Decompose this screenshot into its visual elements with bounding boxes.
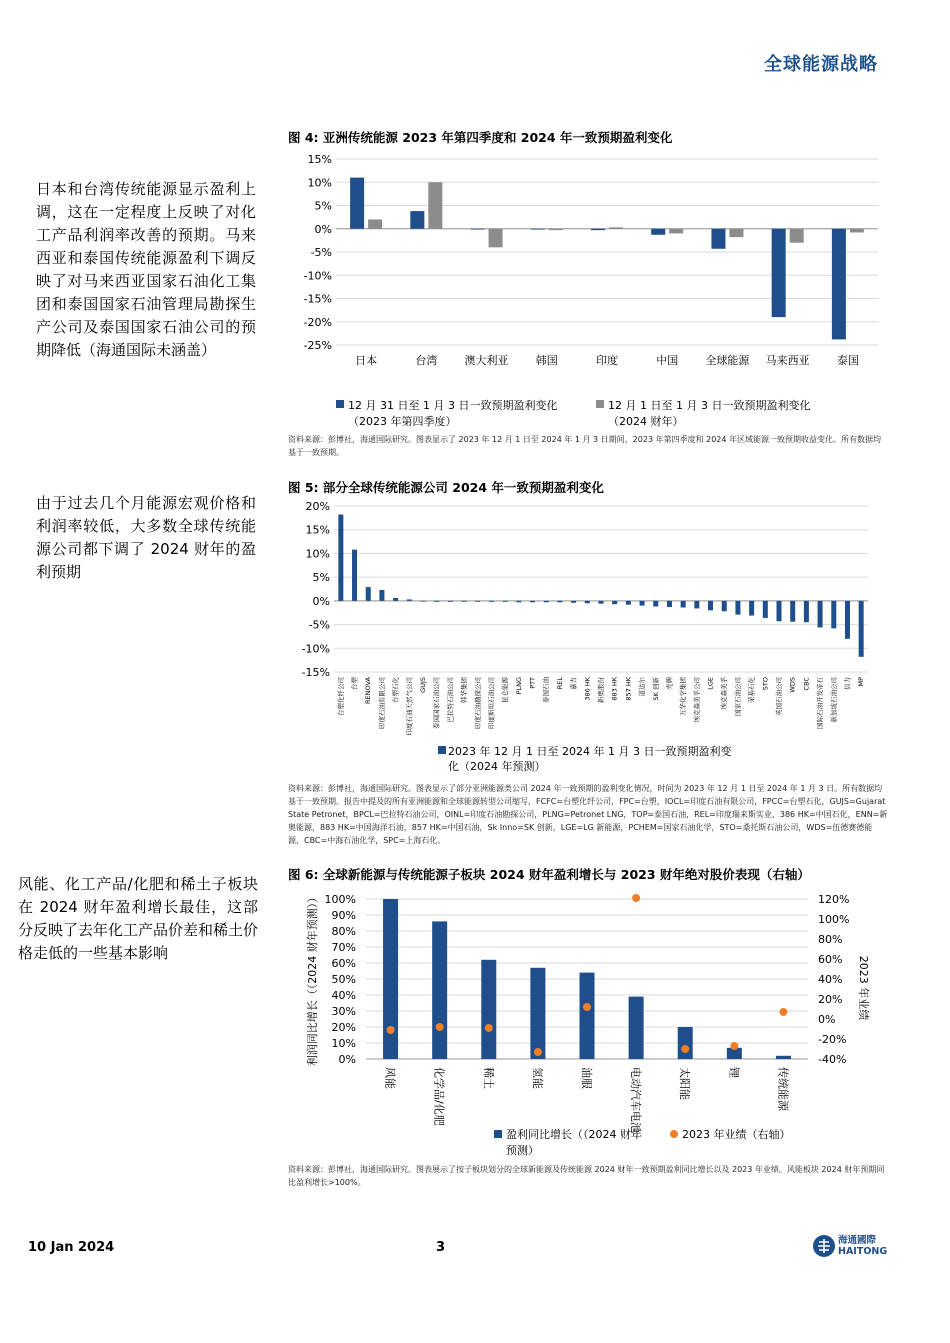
bar-earnings-growth	[629, 997, 644, 1059]
bar	[516, 601, 521, 602]
y-tick-label: -5%	[308, 618, 330, 632]
y-right-tick-label: 60%	[818, 953, 843, 966]
point-2023-performance	[681, 1045, 689, 1053]
bar	[393, 598, 398, 601]
bar-earnings-growth	[580, 973, 595, 1059]
x-category-label: LGE	[706, 677, 715, 690]
point-2023-performance	[485, 1024, 493, 1032]
x-category-label: 泰国	[836, 354, 859, 367]
bar-q4-2023	[711, 229, 725, 249]
haitong-logo-icon	[812, 1234, 836, 1258]
point-2023-performance	[632, 894, 640, 902]
y-tick-label: 0%	[314, 222, 332, 236]
y-tick-label: -10%	[301, 642, 330, 656]
y-right-tick-label: -40%	[818, 1053, 847, 1066]
logo-text-en: HAITONG	[838, 1246, 888, 1257]
y-tick-label: -25%	[303, 339, 332, 352]
x-category-label: 印度斯坦石油公司	[487, 677, 496, 729]
x-category-label: 韩国	[535, 354, 558, 367]
side-commentary-3: 风能、化工产品/化肥和稀土子板块在 2024 财年盈利增长最佳，这部分反映了去年化工产品价差和稀土价格走低的一些基本影响	[18, 875, 259, 962]
y-tick-label: 60%	[331, 957, 356, 970]
x-category-label: 印度石油天然气公司	[405, 677, 414, 736]
x-category-label: 新奥股份	[597, 677, 605, 703]
x-category-label: 昆仑能源	[501, 677, 510, 703]
bar-fy-2024	[729, 229, 743, 237]
x-category-label: 油服	[580, 1067, 593, 1089]
x-category-label: 锂	[727, 1067, 741, 1078]
x-category-label: 全球能源	[705, 354, 750, 367]
y-tick-label: 10%	[305, 547, 330, 561]
x-category-label: 印度石油勘探公司	[473, 677, 482, 729]
figure-5-title: 图 5: 部分全球传统能源公司 2024 年一致预期盈利变化	[288, 480, 604, 495]
legend-swatch-performance	[670, 1130, 678, 1138]
x-category-label: 台湾	[415, 354, 438, 367]
bar	[653, 601, 658, 607]
bar-q4-2023	[772, 229, 786, 317]
side-commentary-2: 由于过去几个月能源宏观价格和利润率较低，大多数全球传统能源公司都下调了 2024 财年的盈利预期	[36, 494, 256, 581]
bar	[585, 601, 590, 603]
y-tick-label: 10%	[331, 1037, 356, 1050]
bar	[475, 601, 480, 602]
bar	[571, 601, 576, 603]
x-category-label: CBC	[802, 677, 811, 691]
bar	[462, 601, 467, 602]
bar	[640, 601, 645, 606]
legend-label: 12 月 31 日至 1 月 3 日一致预期盈利变化	[348, 399, 558, 412]
x-category-label: 台塑石化	[391, 677, 400, 703]
y-right-tick-label: 120%	[818, 893, 850, 906]
bar	[749, 601, 754, 616]
y-right-tick-label: 0%	[818, 1013, 836, 1026]
bar	[352, 550, 357, 601]
bar-fy-2024	[489, 229, 503, 248]
y-right-tick-label: 40%	[818, 973, 843, 986]
y-tick-label: 70%	[331, 941, 356, 954]
bar	[434, 601, 439, 602]
x-category-label: PLNG	[514, 677, 523, 695]
legend-label: 盈利同比增长（（2024 财年	[506, 1128, 642, 1141]
bar	[489, 601, 494, 602]
x-category-label: 万华化学集团	[679, 677, 688, 716]
footer-page-number: 3	[436, 1240, 446, 1255]
x-category-label: 印度	[596, 354, 618, 367]
x-category-label: 马来西亚	[765, 354, 810, 367]
logo-text-cn: 海通國際	[838, 1235, 877, 1246]
figure-5-source: 资料来源：彭博社，海通国际研究。图表显示了部分亚洲能源类公司 2024 年一致预期的盈利变化情况，时间为 2023 年 12 月 1 日至 2024 年 1 月 3 日。所有数据均基于一致预期。报告中提及的所有亚洲能源和全球能源转型公司缩写，FCFC=台塑化纤公司，FPC=台塑，IOCL=印度石油有限公司，FPCC=台塑石化，GUJS=Gujarat State Petronet，BPCL=巴拉特石油公司，OINL=印度石油勘探公司，PLNG=Petronet LNG，TOP=泰国石油，REL=印度瑞来斯实业，386 HK=中国石化，ENN=新奥能源，883 HK=中国海洋石油，857 HK=中国石油，Sk Inno=SK 创新，LGE=LG 新能源，PCHEM=国家石油化学，STO=桑托斯石油公司，WDS=伍德赛德能源，CBC=中海石油化学，SPC=上海石化。	[288, 784, 888, 845]
y-tick-label: 30%	[331, 1005, 356, 1018]
y-axis-label: 利润同比增长（（2024 财年预测））	[306, 891, 319, 1067]
x-category-label: 嘉吉	[569, 677, 578, 690]
x-category-label: RENOVA	[364, 677, 373, 704]
bar-fy-2024	[428, 182, 442, 229]
y-tick-label: 5%	[312, 571, 330, 585]
bar	[366, 587, 371, 601]
bar-fy-2024	[850, 229, 864, 233]
x-category-label: GUJS	[419, 677, 427, 693]
haitong-logo-text	[838, 1235, 887, 1257]
point-2023-performance	[387, 1026, 395, 1034]
y-tick-label: -20%	[303, 315, 332, 329]
y-tick-label: 0%	[338, 1053, 356, 1066]
bar	[845, 601, 850, 639]
bar-q4-2023	[350, 178, 364, 229]
y-tick-label: -15%	[303, 292, 332, 306]
bar	[338, 515, 343, 601]
x-category-label: 泰国国家石油公司	[432, 677, 441, 729]
x-category-label: 中国	[656, 354, 679, 367]
bar-earnings-growth	[530, 968, 545, 1059]
point-2023-performance	[730, 1042, 738, 1050]
legend-label: 预测）	[506, 1144, 539, 1157]
legend-label: 2023 年 12 月 1 日至 2024 年 1 月 3 日一致预期盈利变	[448, 745, 732, 758]
y-tick-label: 20%	[305, 500, 330, 513]
bar	[421, 601, 426, 602]
x-category-label: 883 HK	[610, 677, 619, 701]
y-right-tick-label: 80%	[818, 933, 843, 946]
bar	[448, 601, 453, 602]
bar-fy-2024	[790, 229, 804, 243]
bar-fy-2024	[609, 227, 623, 228]
y-tick-label: 15%	[305, 523, 330, 537]
bar-q4-2023	[591, 229, 605, 230]
bar-fy-2024	[368, 219, 382, 228]
y-right-axis-label: 2023 年业绩	[857, 955, 870, 1021]
page-header-title: 全球能源战略	[764, 54, 878, 75]
y-tick-label: 0%	[312, 594, 330, 608]
legend-label: （2024 财年）	[608, 415, 684, 428]
bar-q4-2023	[471, 229, 485, 230]
side-commentary-1: 日本和台湾传统能源显示盈利上调，这在一定程度上反映了对化工产品利润率改善的预期。马来西亚和泰国传统能源盈利下调反映了对马来西亚国家石油化工集团和泰国国家石油管理局勘探生产公司及泰国国家石油公司的预期降低（海通国际未涵盖）	[36, 180, 256, 359]
y-tick-label: -5%	[310, 246, 332, 259]
bar-earnings-growth	[481, 960, 496, 1059]
legend-swatch-fy-2024	[596, 400, 604, 408]
y-tick-label: 90%	[331, 909, 356, 922]
bar	[626, 601, 631, 605]
bar-q4-2023	[531, 229, 545, 230]
bar	[379, 590, 384, 601]
x-category-label: 太阳能	[678, 1067, 692, 1100]
x-category-label: 埃克森美孚公司	[692, 677, 701, 723]
bar	[681, 601, 686, 608]
x-category-label: 日本	[355, 354, 378, 367]
y-tick-label: 100%	[324, 893, 356, 906]
point-2023-performance	[583, 1003, 591, 1011]
point-2023-performance	[779, 1008, 787, 1016]
x-category-label: PTT	[528, 677, 537, 689]
y-tick-label: 15%	[307, 153, 332, 166]
bar-fy-2024	[549, 229, 563, 230]
y-right-tick-label: 100%	[818, 913, 850, 926]
bar	[708, 601, 713, 610]
bar-earnings-growth	[678, 1027, 693, 1059]
point-2023-performance	[534, 1048, 542, 1056]
x-category-label: 道达尔	[638, 677, 647, 697]
x-category-label: MP	[857, 677, 866, 687]
x-category-label: 台塑	[350, 677, 359, 690]
y-tick-label: 40%	[331, 989, 356, 1002]
legend-swatch-earnings	[494, 1130, 502, 1138]
legend-swatch	[438, 746, 446, 754]
figure-4-chart	[288, 150, 888, 430]
x-category-label: 新加坡石油公司	[829, 677, 838, 723]
x-category-label: 埃克森美孚	[720, 677, 729, 710]
bar	[790, 601, 795, 622]
footer-date: 10 Jan 2024	[28, 1240, 115, 1255]
x-category-label: STO	[761, 677, 770, 691]
bar	[612, 601, 617, 604]
bar-q4-2023	[410, 211, 424, 229]
y-right-tick-label: 20%	[818, 993, 843, 1006]
bar	[407, 599, 412, 600]
x-category-label: 韩华集团	[460, 677, 469, 703]
bar-earnings-growth	[432, 921, 447, 1059]
x-category-label: REL	[555, 677, 564, 690]
x-category-label: 巴拉特石油公司	[446, 677, 455, 723]
x-category-label: 荣基石化	[747, 677, 756, 703]
bar	[804, 601, 809, 622]
y-tick-label: 10%	[307, 176, 332, 190]
x-category-label: 泰国石油	[542, 677, 551, 703]
y-tick-label: 80%	[331, 925, 356, 938]
bar	[544, 601, 549, 602]
y-right-tick-label: -20%	[818, 1033, 847, 1046]
figure-6-title: 图 6: 全球新能源与传统能源子板块 2024 财年盈利增长与 2023 财年绝对股价表现（右轴）	[288, 867, 810, 882]
bar	[777, 601, 782, 621]
x-category-label: 澳大利亚	[464, 354, 509, 367]
y-tick-label: -15%	[301, 666, 330, 679]
x-category-label: 稀土	[481, 1067, 495, 1089]
bar	[763, 601, 768, 618]
bar	[818, 601, 823, 628]
x-category-label: 857 HK	[624, 677, 633, 701]
bar-q4-2023	[832, 229, 846, 340]
bar	[694, 601, 699, 609]
bar-q4-2023	[651, 229, 665, 235]
legend-label: 2023 年业绩（右轴）	[682, 1128, 791, 1141]
figure-6-chart	[288, 888, 888, 1163]
bar-fy-2024	[669, 229, 683, 234]
x-category-label: 壳牌	[665, 677, 674, 690]
x-category-label: WDS	[788, 677, 797, 693]
x-category-label: 国家石油公司	[733, 677, 742, 716]
x-category-label: 国际石油开发帝石	[816, 677, 825, 729]
point-2023-performance	[436, 1023, 444, 1031]
legend-label: 12 月 1 日至 1 月 3 日一致预期盈利变化	[608, 399, 811, 412]
x-category-label: 氢能	[530, 1067, 544, 1089]
x-category-label: 风能	[383, 1067, 397, 1089]
x-category-label: 台塑化纤公司	[336, 677, 345, 716]
bar	[735, 601, 740, 615]
bar	[599, 601, 604, 604]
bar-earnings-growth	[383, 899, 398, 1059]
x-category-label: SK 创新	[651, 677, 660, 701]
x-category-label: 印度石油有限公司	[377, 677, 386, 729]
bar	[667, 601, 672, 607]
figure-4-title: 图 4: 亚洲传统能源 2023 年第四季度和 2024 年一致预期盈利变化	[288, 130, 673, 145]
bar-earnings-growth	[776, 1056, 791, 1059]
legend-label: （2023 年第四季度）	[348, 415, 457, 428]
bar	[722, 601, 727, 611]
legend-label: 化（2024 年预测）	[448, 760, 546, 773]
bar	[503, 601, 508, 602]
x-category-label: 英国石油公司	[775, 677, 783, 716]
y-tick-label: 50%	[331, 973, 356, 986]
x-category-label: 化学品/化肥	[432, 1067, 446, 1126]
figure-6-source: 资料来源：彭博社，海通国际研究。图表展示了按子板块划分的全球新能源及传统能源 2024 财年一致预期盈利同比增长以及 2023 年业绩。风能板块 2024 财年预期同比盈利增长>100%。	[288, 1165, 885, 1187]
x-category-label: 386 HK	[583, 677, 592, 701]
x-category-label: 传统能源	[776, 1067, 790, 1111]
x-category-label: 电动汽车电池	[629, 1067, 643, 1133]
legend-swatch-q4-2023	[336, 400, 344, 408]
bar	[530, 601, 535, 602]
x-category-label: 信力	[843, 677, 852, 690]
bar	[557, 601, 562, 602]
bar	[831, 601, 836, 629]
y-tick-label: -10%	[303, 269, 332, 283]
y-tick-label: 20%	[331, 1021, 356, 1034]
y-tick-label: 5%	[314, 199, 332, 213]
figure-4-source: 资料来源：彭博社，海通国际研究。图表显示了 2023 年 12 月 1 日至 2024 年 1 月 3 日期间、2023 年第四季度和 2024 年区域能源一致预期收益变化。所有数据均基于一致预期。	[288, 435, 882, 457]
bar	[859, 601, 864, 657]
figure-5-chart	[288, 498, 888, 776]
